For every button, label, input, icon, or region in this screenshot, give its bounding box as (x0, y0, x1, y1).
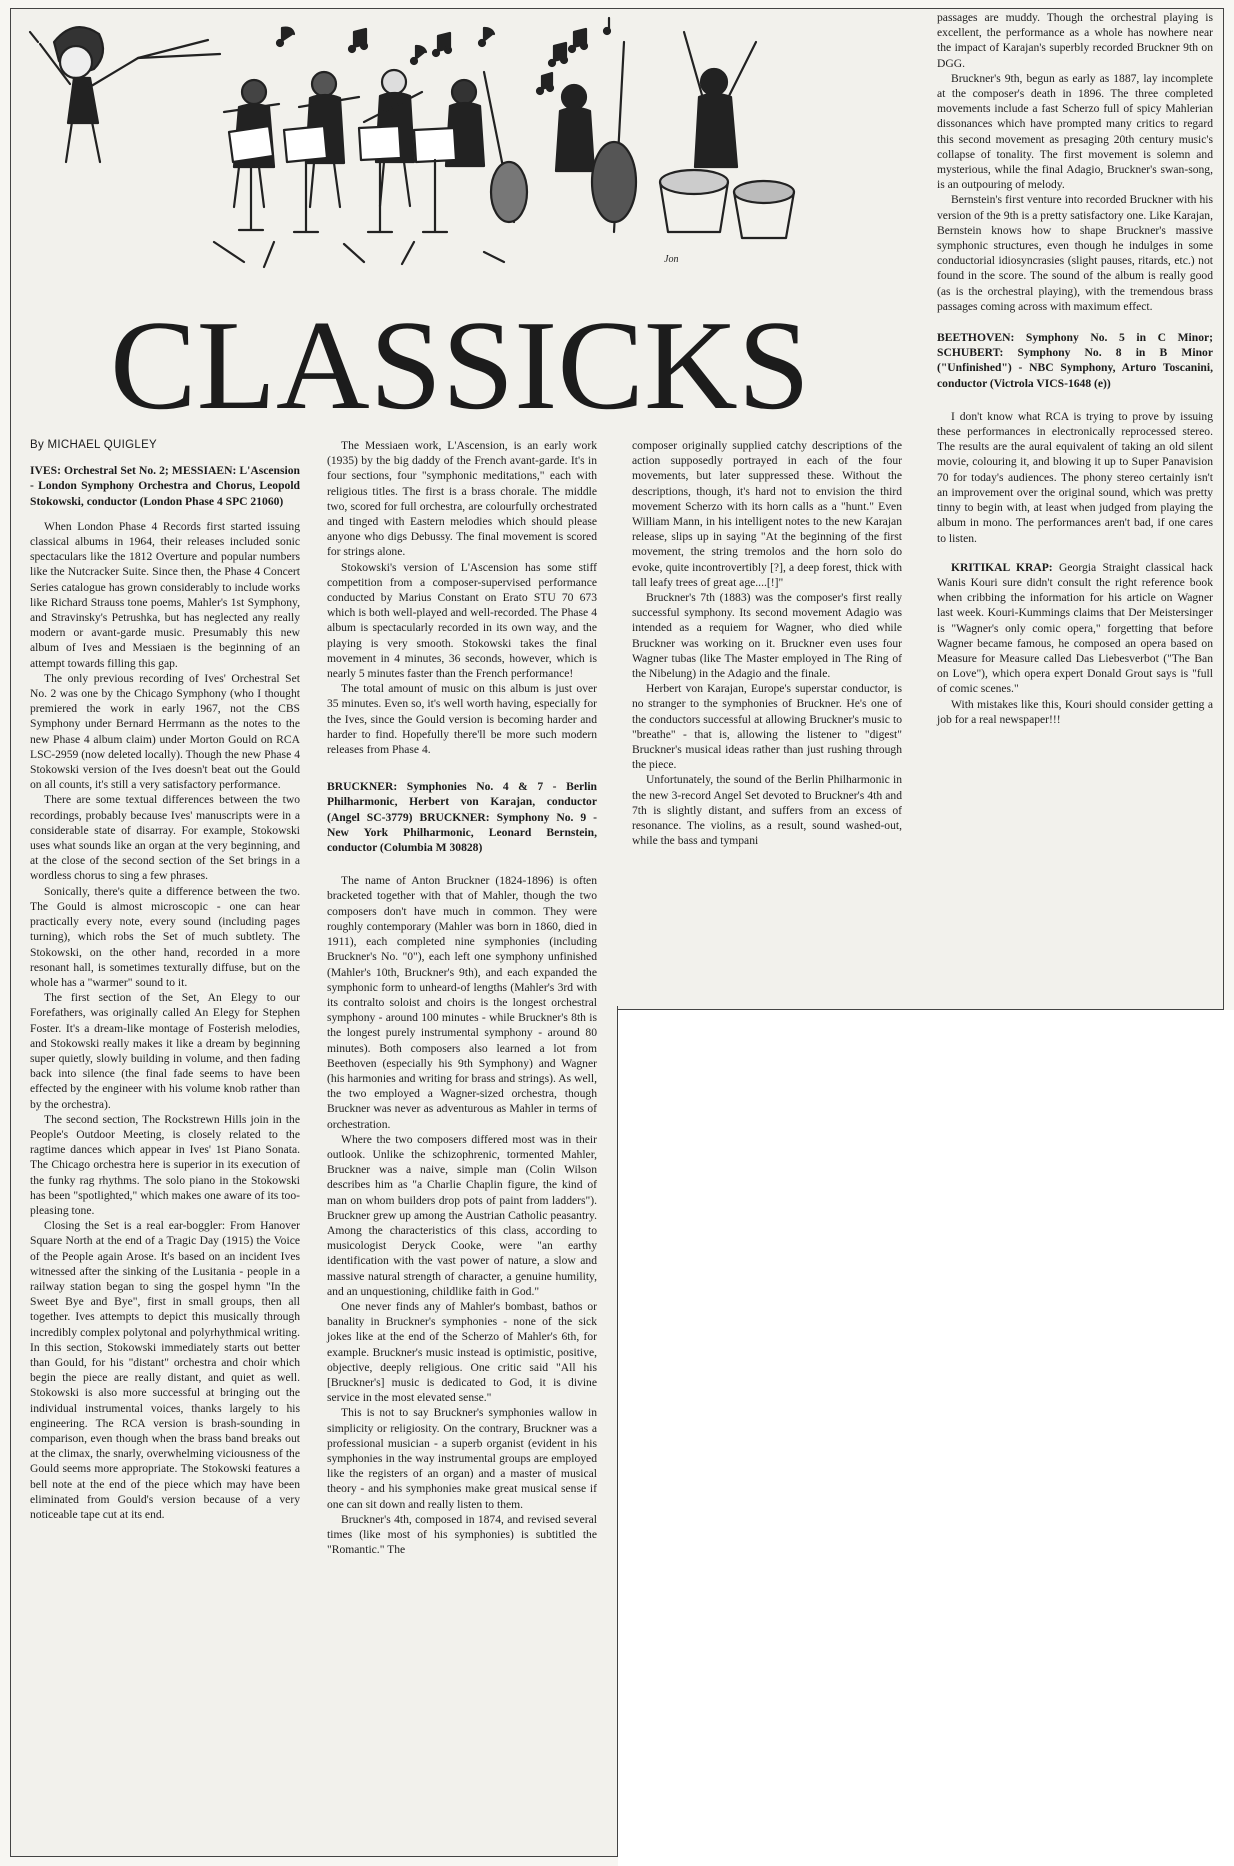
paragraph: Sonically, there's quite a difference between the two. The Gould is almost microscopic - one can hear practically every note, every sound (including pages turning), which robs the Set of much subtlety. The Stokowski, on the other hand, recorded in a more resonant hall, is sometimes texturally diffuse, but on the whole has a "warmer" sound to it. (30, 884, 300, 989)
paragraph: Unfortunately, the sound of the Berlin Philharmonic in the new 3-record Angel Set devoted to Bruckner's 4th and 7th is slightly distant, and suffers from an excess of resonance. The violins, as a result, sound washed-out, while the bass and tympani (632, 773, 902, 848)
paragraph: The Messiaen work, L'Ascension, is an early work (1935) by the big daddy of the French avant-garde. It's in four sections, four "symphonic meditations," each with religious titles. The first is a brass chorale. The middle two, scored for full orchestra, are colourfully orchestrated and tinged with Eastern melodies which should please anyone who digs Debussy. The final movement is scored for strings alone. (327, 439, 597, 559)
paragraph: One never finds any of Mahler's bombast, bathos or banality in Bruckner's symphonies - none of the sick jokes like at the end of the Scherzo of Mahler's 6th, for example. Bruckner's music instead is optimistic, positive, objective, deeply religious. One critic said "All his [Bruckner's] music is dedicated to God, it is divine service in the most elevated sense." (327, 1299, 597, 1405)
kritikal-krap-paragraph (937, 560, 1213, 697)
title-text: CLASSICKS (110, 294, 810, 425)
blank-area (618, 1010, 1234, 1866)
paragraph: The first section of the Set, An Elegy to our Forefathers, was originally called An Elegy for Stephen Foster. It's a dream-like montage of Fosterish melodies, and Stokowski really makes it like a dream by beginning super quietly, slowly building in volume, and then fading back into silence (the final fade seems to have been effected by the engineer with his volume knob rather than by the orchestra). (30, 991, 300, 1111)
paragraph: Bruckner's 4th, composed in 1874, and revised several times (like most of his symphonies) is subtitled the "Romantic." The (327, 1512, 597, 1557)
byline: By MICHAEL QUIGLEY (30, 439, 158, 451)
paragraph: Bernstein's first venture into recorded Bruckner with his version of the 9th is a pretty satisfactory one. Like Karajan, Bernstein knows how to shape Bruckner's massive symphonic structures, even though he indulges in some conductorial idiosyncrasies (slight pauses, ritards, etc.) not found in the score. The sound of the album is really good (as is the orchestral playing), with the tremendous brass passages coming across with maximum effect. (937, 193, 1213, 313)
paragraph: There are some textual differences between the two recordings, probably because Ives' manuscripts were in a considerable state of disarray. For example, Stokowski uses what sounds like an organ at the very beginning, and at the close of the second section of the Set brings in a wordless chorus to sing a few phrases. (30, 793, 300, 883)
paragraph: Where the two composers differed most was in their outlook. Unlike the schizophrenic, tormented Mahler, Bruckner was a naive, simple man (Colin Wilson describes him as "a Charlie Chaplin figure, the kind of man on whom builders drop pots of paint from ladders"). Bruckner grew up among the Austrian Catholic peasantry. Among the characteristics of this class, according to musicologist Deryck Cooke, were "an earthy identification with the vast power of nature, a slow and massive natural strength of character, a genuine humility, and an unquestioning, childlike faith in God." (327, 1132, 597, 1298)
paragraph: The name of Anton Bruckner (1824-1896) is often bracketed together with that of Mahler, though the two composers don't have much in common. They were roughly contemporary (Mahler was born in 1860, died in 1911), each completed nine symphonies (including Bruckner's No. "0"), each left one symphony unfinished (Mahler's 10th, Bruckner's 9th), and each expanded the symphonic form to unheard-of lengths (Mahler's 3rd with its contralto soloist and choirs is the longest orchestral symphony - around 100 minutes - while Bruckner's 8th is the longest purely instrumental symphony - around 80 minutes). Both composers also learned a lot from Beethoven (especially his 9th Symphony) and Wagner (his harmonies and writing for brass and strings). As well, the two employed a Wagner-sized orchestra, though Bruckner was never as adventurous as Mahler in terms of orchestration. (327, 874, 597, 1131)
cellist (446, 72, 527, 222)
column-3 (632, 438, 902, 848)
kritikal-krap-text: Georgia Straight classical hack Wanis Kouri sure didn't consult the right reference book when cribbing the information for his article on Wagner last week. Kouri-Kummings claims that Der Meistersinger is "Wagner's only comic opera," forgetting that before Wagner became famous, he composed an opera based on Measure for Measure called Das Liebesverbot ("The Ban on Love"), which opera expert Donald Grout says is "full of comic scenes." (937, 560, 1213, 696)
column-2 (327, 438, 597, 1557)
conductor-figure (30, 27, 220, 162)
column-1 (30, 438, 300, 1522)
paragraph: The only previous recording of Ives' Orchestral Set No. 2 was one by the Chicago Symphony (who I thought premiered the work in early 1967, not the CBS Symphony under Bernard Herrmann as the notes to the new Phase 4 album claim) under Morton Gould on RCA LSC-2959 (now deleted locally). Though the new Phase 4 Stokowski version of the Ives doesn't beat out the Gould on all counts, it's still a very satisfactory performance. (30, 671, 300, 792)
paragraph: Bruckner's 9th, begun as early as 1887, lay incomplete at the composer's death in 1896. The three completed movements include a fast Scherzo full of spicy Mahlerian dissonances which have prompted many critics to regard this second movement as presaging 20th century music's collapse of tonality. The first movement is solemn and mysterious, while the final Adagio, Bruckner's swan-song, is an outpouring of melody. (937, 71, 1213, 192)
paragraph: I don't know what RCA is trying to prove by issuing these performances in electronically reprocessed stereo. The results are the aural equivalent of taking an old silent movie, colouring it, and blowing it up to Super Panavision 70 for today's audiences. The phony stereo certainly isn't an improvement over the original sound, which was pretty tinny to begin with, at least when judged from playing the album in mono. The performances aren't bad, if one cares to listen. (937, 409, 1213, 545)
paragraph: The total amount of music on this album is just over 35 minutes. Even so, it's well worth having, especially for the Ives, since the Gould version is becoming harder and harder to find. Hopefully there'll be more such modern releases from Phase 4. (327, 682, 597, 757)
kritikal-krap-label: KRITIKAL KRAP: (951, 560, 1053, 574)
paragraph: This is not to say Bruckner's symphonies wallow in simplicity or religiosity. On the contrary, Bruckner was a professional musician - a superb organist (evident in his symphonies in the way instrumental groups are employed like the registers of an organ) and a master of musical theory - and his symphonies make great musical sense if one can sit down and really listen to them. (327, 1406, 597, 1511)
review-heading-bruckner: BRUCKNER: Symphonies No. 4 & 7 - Berlin Philharmonic, Herbert von Karajan, conductor (Angel SC-3779) BRUCKNER: Symphony No. 9 - New York Philharmonic, Leonard Bernstein, conductor (Columbia M 30828) (327, 780, 597, 855)
floor-lines (214, 242, 504, 267)
column-4 (937, 10, 1213, 727)
bassist (556, 42, 636, 232)
orchestra-cartoon (14, 12, 934, 302)
timpanist (660, 32, 794, 238)
review-heading-ives-messiaen: IVES: Orchestral Set No. 2; MESSIAEN: L'Ascension - London Symphony Orchestra and Chorus, Leopold Stokowski, conductor (London Phase 4 SPC 21060) (30, 464, 300, 508)
paragraph: When London Phase 4 Records first started issuing classical albums in 1964, their releases included sonic spectaculars like the 1812 Overture and popular numbers like the Nutcracker Suite. Since then, the Phase 4 Concert Series catalogue has grown considerably to include works like Richard Strauss tone poems, Mahler's 1st Symphony, and Stravinsky's Petrushka, but has neglected any really modern or avant-garde music. Presumably this new album of Ives and Messiaen is the beginning of an attempt towards filling this gap. (30, 519, 300, 670)
paragraph: composer originally supplied catchy descriptions of the action supposedly portrayed in each of the four movements, but later suppressed these. Without the descriptions, though, it's hard not to envision the third movement Scherzo with its horn calls as a "hunt." Even William Mann, in his intelligent notes to the new Karajan release, slips up in saying "At the beginning of the first movement, the string tremolos and the horn solo do evoke, quite incontrovertibly [?], a deep forest, thick with tall leafy trees of great age....[!]" (632, 439, 902, 589)
paragraph: Stokowski's version of L'Ascension has some stiff competition from a composer-supervised performance conducted by Marius Constant on Erato STU 70 673 which is both well-played and well-recorded. The Phase 4 album is spectacularly recorded in its own way, and the playing is very smooth. Stokowski takes the final movement in 4 minutes, 36 seconds, however, which is nearly 5 minutes faster than the French performance! (327, 560, 597, 681)
paragraph: Herbert von Karajan, Europe's superstar conductor, is no stranger to the symphonies of Bruckner. He's one of the conductors successful at allowing Bruckner's music to "breathe" - that is, allowing the listener to "digest" Bruckner's musical ideas rather than just rushing through the piece. (632, 682, 902, 772)
review-heading-beethoven-schubert: BEETHOVEN: Symphony No. 5 in C Minor; SCHUBERT: Symphony No. 8 in B Minor ("Unfinished") - NBC Symphony, Arturo Toscanini, conductor (Victrola VICS-1648 (e)) (937, 331, 1213, 390)
illustrator-signature: Jon (664, 254, 679, 265)
masthead-title (100, 290, 820, 425)
paragraph: With mistakes like this, Kouri should consider getting a job for a real newspaper!!! (937, 697, 1213, 726)
paragraph: Closing the Set is a real ear-boggler: From Hanover Square North at the end of a Tragic Day (1915) the Voice of the People again Arose. It's based on an incident Ives witnessed after the sinking of the Lusitania - people in a railway station began to sing the gospel hymn "In the Sweet Bye and Bye", first in small groups, then all together. Ives attempts to depict this musically through incredibly complex polytonal and polyrhythmical writing. In this section, Stokowski immediately starts out better than Gould, for his "distant" orchestra and choir which begin the piece are really distant, and quiet as well. Stokowski is also more successful at bringing out the individual instrumental voices, thanks largely to his engineering. The RCA version is brash-sounding in comparison, even though when the brass band breaks out at the climax, the snarly, overwhelming viciousness of the Gould seems more appropriate. The Stokowski features a bell note at the end of the piece which may have been eliminated from Gould's version because of a very noticeable tape cut at its end. (30, 1219, 300, 1522)
paragraph: The second section, The Rockstrewn Hills join in the People's Outdoor Meeting, is closely related to the ragtime dances which appear in Ives' 1st Piano Sonata. The Chicago orchestra here is superior in its execution of the funky rag rhythms. The solo piano in the Stokowski has been "spotlighted," which makes one aware of its too-pleasing tone. (30, 1112, 300, 1217)
paragraph: Bruckner's 7th (1883) was the composer's first really successful symphony. Its second movement Adagio was intended as a requiem for Wagner, who died while Bruckner was working on it. Bruckner even uses four Wagner tubas (like The Master employed in The Ring of the Nibelung) in the Adagio and the finale. (632, 591, 902, 681)
paragraph: passages are muddy. Though the orchestral playing is excellent, the performance as a whole has nowhere near the impact of Karajan's superbly recorded Bruckner 9th on DGG. (937, 11, 1213, 70)
